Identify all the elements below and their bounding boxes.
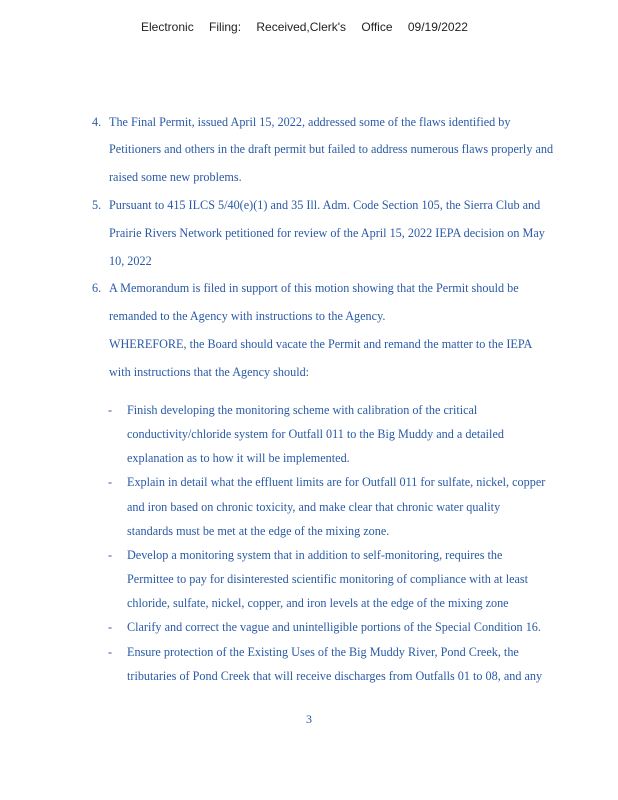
- item-line: Prairie Rivers Network petitioned for review of the April 15, 2022 IEPA decision on May: [109, 226, 545, 240]
- item-line: The Final Permit, issued April 15, 2022, addressed some of the flaws identified by: [109, 115, 511, 129]
- header-received-clerks: Received,Clerk's: [256, 20, 347, 34]
- bullet-line: explanation as to how it will be implemented.: [127, 451, 350, 465]
- bullet-marker: -: [108, 475, 113, 489]
- filing-stamp-header: [141, 20, 480, 34]
- page-number: 3: [306, 712, 312, 726]
- item-line: A Memorandum is filed in support of this motion showing that the Permit should be: [109, 281, 519, 295]
- bullet-line: Ensure protection of the Existing Uses of the Big Muddy River, Pond Creek, the: [127, 645, 519, 659]
- bullet-marker: -: [108, 620, 113, 634]
- item-line: 10, 2022: [109, 254, 152, 268]
- item-line: Petitioners and others in the draft permit but failed to address numerous flaws properly and: [109, 142, 554, 156]
- item-line: remanded to the Agency with instructions to the Agency.: [109, 309, 386, 323]
- bullet-line: Develop a monitoring system that in addition to self-monitoring, requires the: [127, 548, 503, 562]
- header-filing: Filing:: [209, 20, 242, 34]
- bullet-marker: -: [108, 645, 113, 659]
- header-date: 09/19/2022: [407, 20, 468, 34]
- bullet-line: Explain in detail what the effluent limits are for Outfall 011 for sulfate, nickel, copper: [127, 475, 546, 489]
- bullet-line: Finish developing the monitoring scheme with calibration of the critical: [127, 403, 478, 417]
- bullet-line: tributaries of Pond Creek that will receive discharges from Outfalls 01 to 08, and any: [127, 669, 543, 683]
- bullet-line: standards must be met at the edge of the mixing zone.: [127, 524, 390, 538]
- item-line: raised some new problems.: [109, 170, 242, 184]
- bullet-line: Clarify and correct the vague and unintelligible portions of the Special Condition 16.: [127, 620, 541, 634]
- bullet-line: chloride, sulfate, nickel, copper, and iron levels at the edge of the mixing zone: [127, 596, 509, 610]
- wherefore-line: with instructions that the Agency should:: [109, 365, 310, 379]
- wherefore-line: WHEREFORE, the Board should vacate the Permit and remand the matter to the IEPA: [109, 337, 533, 351]
- bullet-line: conductivity/chloride system for Outfall 011 to the Big Muddy and a detailed: [127, 427, 504, 441]
- bullet-marker: -: [108, 403, 113, 417]
- header-office: Office: [361, 20, 393, 34]
- item-number: 4.: [92, 115, 102, 129]
- item-number: 6.: [92, 281, 102, 295]
- header-electronic: Electronic: [141, 20, 194, 34]
- bullet-line: and iron based on chronic toxicity, and make clear that chronic water quality: [127, 500, 501, 514]
- bullet-line: Permittee to pay for disinterested scientific monitoring of compliance with at least: [127, 572, 529, 586]
- item-number: 5.: [92, 198, 102, 212]
- bullet-marker: -: [108, 548, 113, 562]
- item-line: Pursuant to 415 ILCS 5/40(e)(1) and 35 Ill. Adm. Code Section 105, the Sierra Club and: [109, 198, 541, 212]
